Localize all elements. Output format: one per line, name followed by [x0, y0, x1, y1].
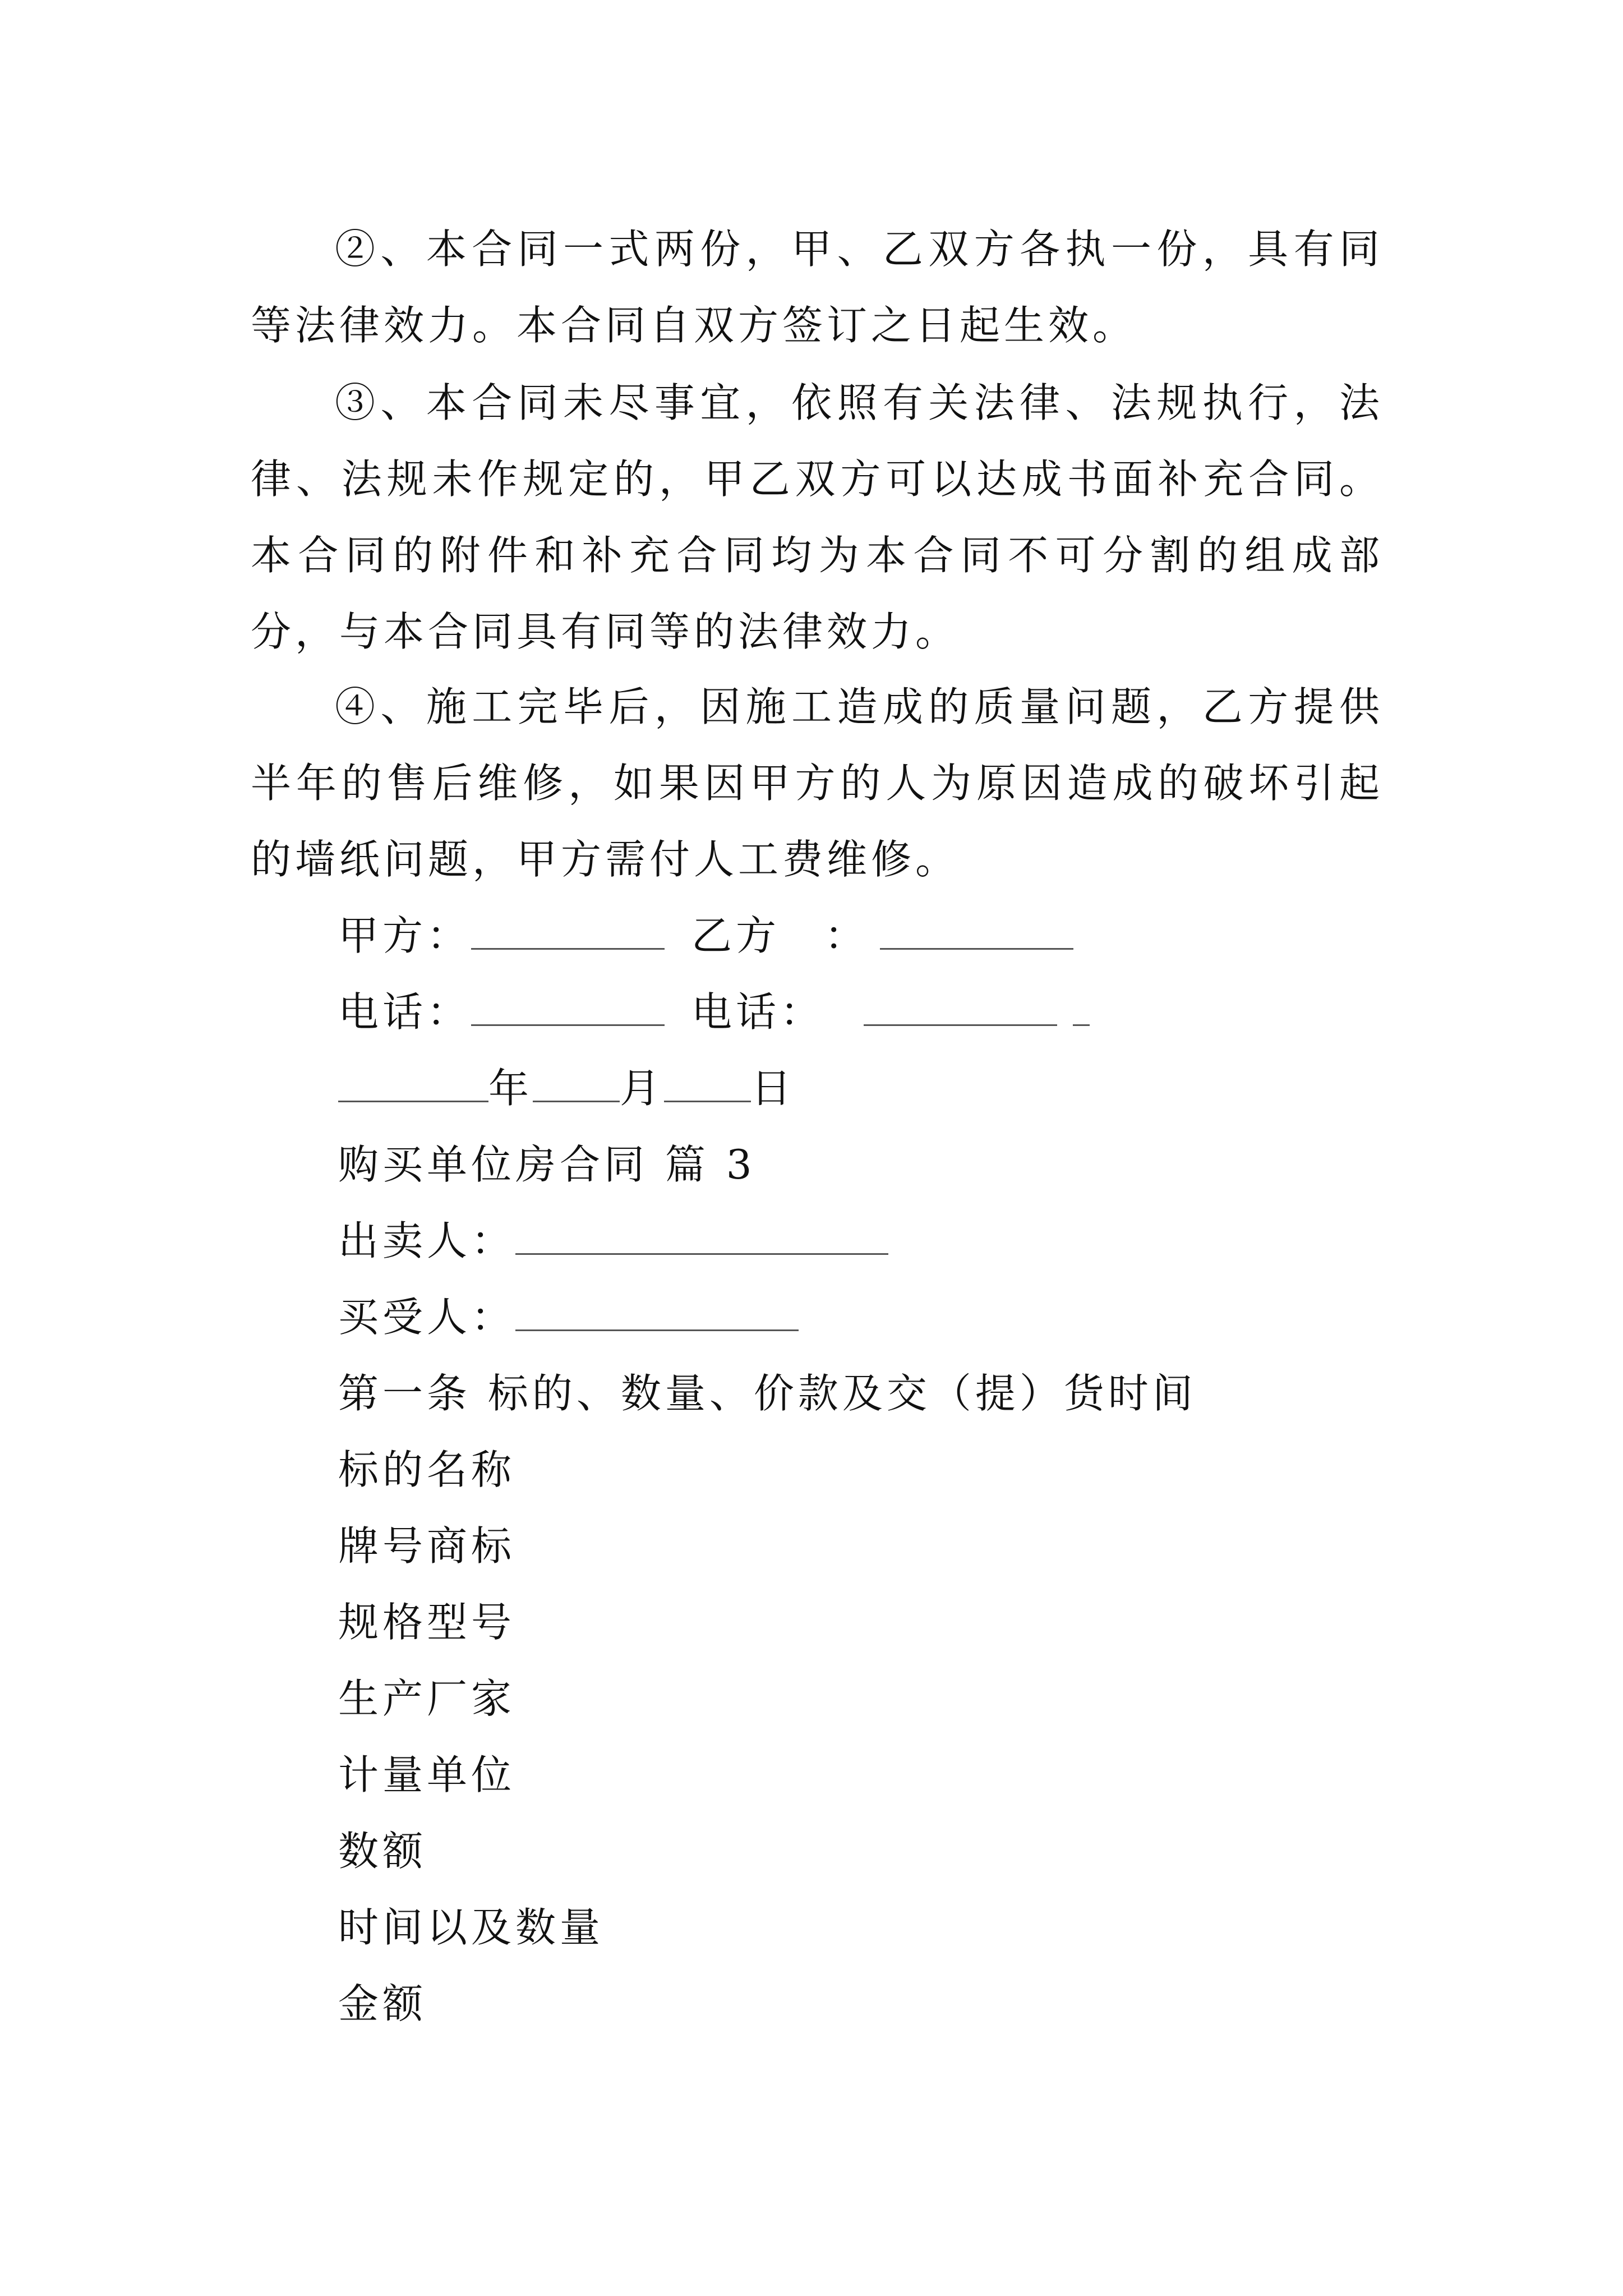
day-label: 日 — [751, 1065, 796, 1112]
article-one-heading: 第一条 标的、数量、价款及交（提）货时间 — [338, 1370, 1197, 1417]
seller-label: 出卖人： — [338, 1217, 516, 1264]
clause-4-paragraph: ④、施工完毕后，因施工造成的质量问题，乙方提供半年的售后维修，如果因甲方的人为原因造成的破坏引起的墙纸问题，甲方需付人工费维修。 — [251, 683, 1384, 883]
signature-row-phones — [338, 974, 1090, 1050]
phone-b-label: 电话： — [691, 988, 825, 1036]
signature-row-parties — [338, 898, 1073, 974]
party-a-label: 甲方： — [338, 912, 472, 959]
phone-b-trailing-blank — [1073, 991, 1090, 1026]
clause-3-paragraph: ③、本合同未尽事宜，依照有关法律、法规执行，法律、法规未作规定的，甲乙双方可以达成书面补充合同。本合同的附件和补充合同均为本合同不可分割的组成部分，与本合同具有同等的法律效力。 — [251, 379, 1384, 655]
party-a-blank — [471, 914, 665, 950]
day-blank — [664, 1067, 751, 1102]
buyer-row — [338, 1279, 799, 1355]
item-measure-unit: 计量单位 — [338, 1751, 516, 1798]
party-b-label: 乙方 ： — [691, 912, 869, 959]
item-money: 金额 — [338, 1980, 427, 2027]
item-subject-name: 标的名称 — [338, 1446, 516, 1493]
party-b-blank — [880, 914, 1073, 950]
buyer-blank — [515, 1296, 799, 1331]
item-amount: 数额 — [338, 1828, 427, 1875]
phone-b-blank — [864, 991, 1057, 1026]
clause-2-paragraph: ②、本合同一式两份，甲、乙双方各执一份，具有同等法律效力。本合同自双方签订之日起生效。 — [251, 226, 1384, 349]
item-brand-trademark: 牌号商标 — [338, 1522, 516, 1570]
year-label: 年 — [488, 1065, 533, 1112]
item-time-quantity: 时间以及数量 — [338, 1904, 605, 1951]
year-blank — [338, 1067, 488, 1102]
seller-row — [338, 1203, 888, 1279]
month-blank — [533, 1067, 620, 1102]
phone-a-label: 电话： — [338, 988, 472, 1036]
item-manufacturer: 生产厂家 — [338, 1675, 516, 1722]
item-spec-model: 规格型号 — [338, 1599, 516, 1646]
month-label: 月 — [620, 1065, 665, 1112]
buyer-label: 买受人： — [338, 1294, 516, 1341]
seller-blank — [515, 1220, 888, 1255]
phone-a-blank — [471, 991, 665, 1026]
signature-row-date — [338, 1050, 795, 1126]
section-title: 购买单位房合同 篇 3 — [338, 1141, 756, 1188]
